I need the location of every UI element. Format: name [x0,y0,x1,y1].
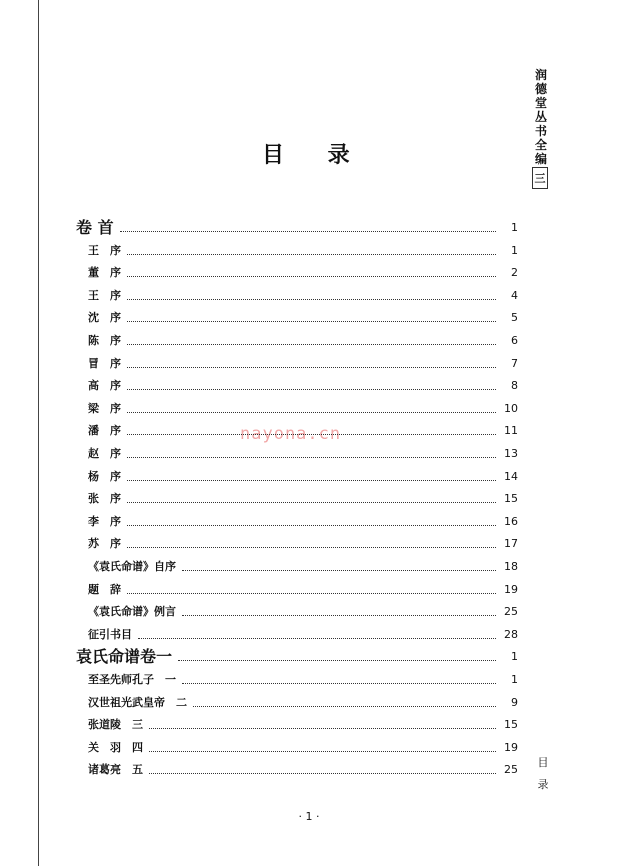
toc-page-number: 4 [511,288,518,302]
toc-entry-label: 至圣先师孔子 一 [88,673,176,686]
toc-leader-dots [120,231,496,232]
toc-leader-dots [193,706,496,707]
toc-entry-row[interactable] [0,286,618,306]
volume-number-box: 三 [532,167,548,189]
toc-entry-row[interactable] [0,760,618,780]
toc-leader-dots [149,751,496,752]
toc-leader-dots [138,638,496,639]
toc-page-number: 1 [511,673,518,686]
toc-page-number: 1 [511,650,518,664]
toc-leader-dots [127,525,496,526]
toc-leader-dots [127,412,496,413]
toc-entry-label: 苏 序 [88,537,121,551]
toc-entry-row[interactable] [0,331,618,351]
toc-entry-row[interactable] [0,399,618,419]
series-title-char: 德 [534,82,547,96]
toc-page-number: 28 [504,627,518,641]
toc-entry-label: 袁氏命谱卷一 [76,647,173,667]
toc-entry-label: 李 序 [88,514,121,528]
toc-entry-label: 董 序 [88,266,121,280]
toc-entry-row[interactable] [0,489,618,509]
toc-leader-dots [127,434,496,435]
toc-page-number: 15 [504,492,518,506]
toc-entry-row[interactable] [0,715,618,735]
toc-leader-dots [127,299,496,300]
page-title: 目 录 [262,142,368,168]
toc-page-number: 6 [511,334,518,347]
section-label-char: 目 [537,756,549,769]
toc-page-number: 17 [504,537,518,551]
toc-entry-row[interactable] [0,557,618,577]
toc-entry-label: 潘 序 [88,424,121,438]
toc-entry-row[interactable] [0,580,618,600]
toc-entry-label: 卷 首 [76,218,114,237]
toc-entry-label: 征引书目 [88,627,132,641]
toc-entry-row[interactable] [0,738,618,758]
section-label-char: 录 [537,778,549,791]
toc-leader-dots [127,389,496,390]
toc-page-number: 16 [504,514,518,528]
series-title-char: 书 [534,124,547,138]
toc-entry-label: 王 序 [88,288,121,302]
toc-leader-dots [127,276,496,277]
toc-entry-label: 梁 序 [88,401,121,415]
toc-entry-row[interactable] [0,444,618,464]
toc-page-number: 7 [511,356,518,370]
toc-entry-row[interactable] [0,625,618,645]
toc-leader-dots [127,593,496,594]
toc-entry-label: 陈 序 [88,334,121,347]
toc-leader-dots [149,773,496,774]
toc-entry-label: 张 序 [88,492,121,506]
toc-leader-dots [182,683,496,684]
toc-page-number: 1 [511,221,518,234]
toc-leader-dots [127,321,496,322]
series-title-char: 丛 [534,110,547,124]
toc-page-number: 14 [504,469,518,483]
toc-page-number: 25 [504,763,518,777]
toc-leader-dots [127,547,496,548]
toc-leader-dots [127,502,496,503]
series-title-char: 全 [534,138,547,152]
toc-section-row[interactable] [0,218,618,238]
toc-entry-label: 张道陵 三 [88,718,143,732]
toc-leader-dots [127,480,496,481]
toc-entry-label: 杨 序 [88,469,121,483]
toc-page-number: 2 [511,266,518,280]
series-title-char: 编 [534,152,547,166]
toc-entry-label: 王 序 [88,243,121,257]
series-title-char: 堂 [534,96,547,110]
toc-entry-row[interactable] [0,602,618,622]
toc-entry-row[interactable] [0,534,618,554]
series-title-vertical [532,68,550,166]
toc-entry-label: 高 序 [88,379,121,393]
toc-page-number: 10 [504,401,518,415]
series-title-char: 润 [534,68,547,82]
toc-page-number: 19 [504,582,518,596]
toc-leader-dots [127,254,496,255]
section-label-vertical [536,752,550,796]
toc-entry-row[interactable] [0,670,618,690]
toc-leader-dots [182,615,496,616]
toc-entry-label: 《袁氏命谱》自序 [88,560,176,573]
toc-page-number: 9 [511,695,518,709]
toc-entry-row[interactable] [0,308,618,328]
toc-entry-row[interactable] [0,354,618,374]
toc-entry-label: 关 羽 四 [88,740,143,754]
toc-page-number: 25 [504,605,518,619]
toc-entry-row[interactable] [0,376,618,396]
toc-entry-label: 赵 序 [88,447,121,460]
toc-entry-label: 《袁氏命谱》例言 [88,605,176,619]
toc-leader-dots [127,457,496,458]
toc-entry-label: 诸葛亮 五 [88,763,143,777]
toc-entry-row[interactable] [0,693,618,713]
toc-entry-row[interactable] [0,467,618,487]
toc-entry-label: 汉世祖光武皇帝 二 [88,695,187,709]
toc-leader-dots [127,344,496,345]
toc-page-number: 8 [511,379,518,393]
toc-page-number: 18 [504,560,518,573]
toc-entry-label: 题 辞 [88,582,121,596]
toc-entry-row[interactable] [0,263,618,283]
toc-page-number: 13 [504,447,518,460]
toc-entry-row[interactable] [0,512,618,532]
toc-leader-dots [182,570,496,571]
toc-section-row[interactable] [0,647,618,667]
toc-entry-label: 沈 序 [88,311,121,325]
page-number: · 1 · [298,810,320,823]
toc-page-number: 1 [511,243,518,257]
toc-entry-row[interactable] [0,241,618,261]
toc-leader-dots [127,367,496,368]
toc-page-number: 15 [504,718,518,732]
toc-page-number: 5 [511,311,518,325]
toc-leader-dots [178,660,496,661]
toc-entry-row[interactable] [0,421,618,441]
toc-page-number: 11 [504,424,518,438]
watermark-text: nayona.cn [240,424,342,444]
toc-page-number: 19 [504,740,518,754]
toc-entry-label: 冒 序 [88,356,121,370]
toc-leader-dots [149,728,496,729]
